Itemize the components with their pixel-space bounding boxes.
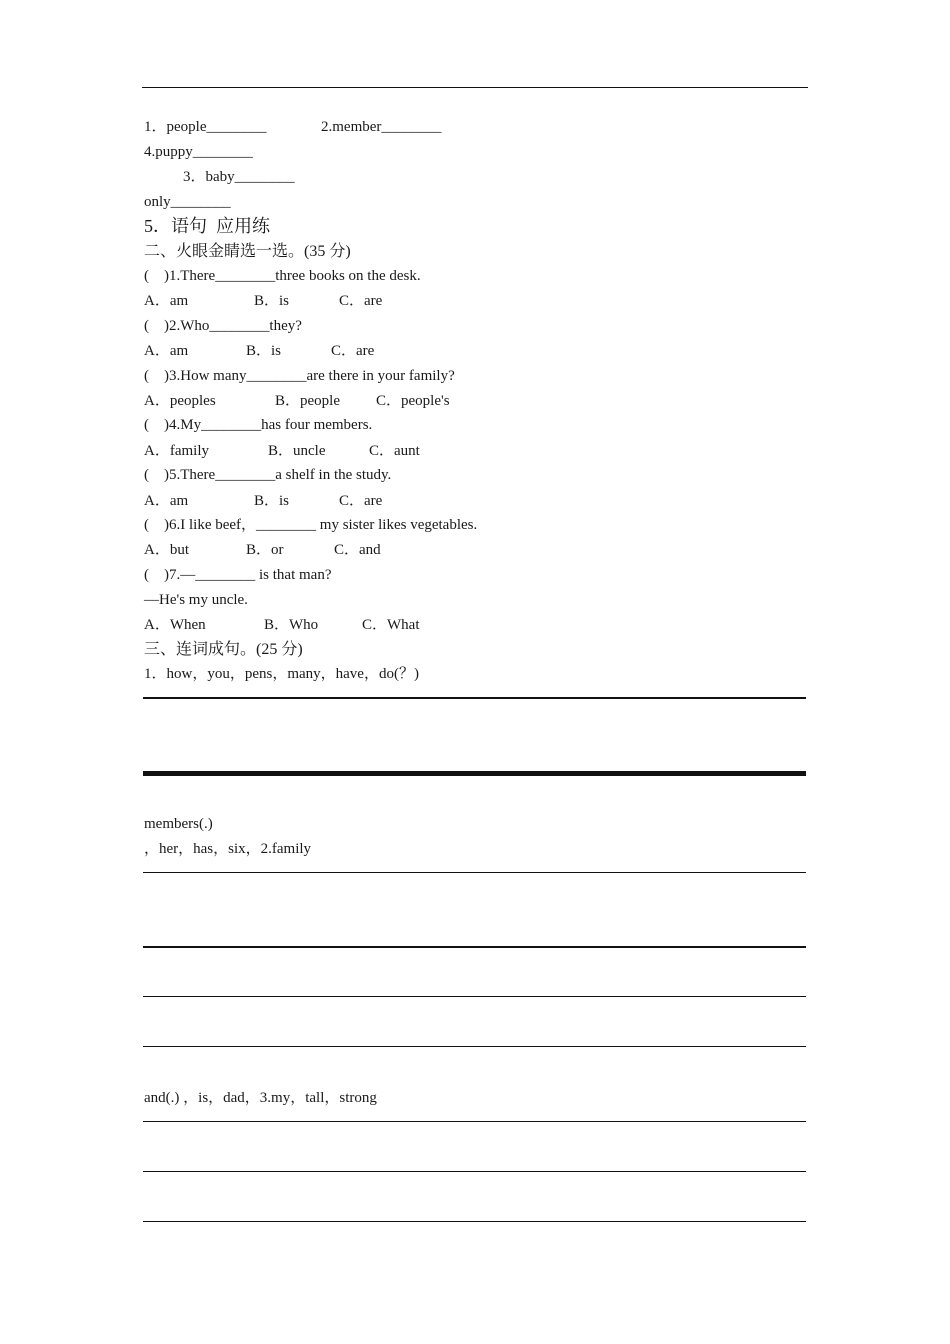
answer-line-3[interactable] <box>143 872 806 873</box>
q3-option-b: B．people <box>275 393 340 409</box>
sentence-3-prompt: and(.) ，is，dad，3.my，tall，strong <box>144 1090 377 1106</box>
sentence-1-prompt: 1．how，you，pens，many，have，do(？) <box>144 666 419 682</box>
q7-option-b: B．Who <box>264 617 319 633</box>
q3-option-c: C．people's <box>376 393 450 409</box>
q4-option-b: B．uncle <box>268 443 326 459</box>
answer-line-9[interactable] <box>143 1221 806 1222</box>
question-3: ( )3.How many________are there in your family? <box>144 368 455 384</box>
vocab-item-5: 5．语句 应用练 <box>144 216 270 236</box>
q5-option-b: B．is <box>254 493 290 509</box>
question-5: ( )5.There________a shelf in the study. <box>144 467 392 483</box>
q2-option-a: A．am <box>144 343 189 359</box>
q1-option-c: C．are <box>339 293 383 309</box>
vocab-item-3: 3．baby________ <box>183 169 295 185</box>
vocab-item-4: 4.puppy________ <box>144 144 253 160</box>
vocab-item-only: only________ <box>144 194 231 210</box>
q7-option-c: C．What <box>362 617 420 633</box>
header-rule <box>142 87 808 88</box>
q3-option-a: A．peoples <box>144 393 216 409</box>
q6-option-a: A．but <box>144 542 190 558</box>
answer-line-1[interactable] <box>143 697 806 699</box>
q1-option-b: B．is <box>254 293 290 309</box>
q7-option-a: A．When <box>144 617 206 633</box>
answer-line-2[interactable] <box>143 771 806 776</box>
answer-line-7[interactable] <box>143 1121 806 1122</box>
q2-option-b: B．is <box>246 343 282 359</box>
question-1: ( )1.There________three books on the desk. <box>144 268 421 284</box>
section2-title: 二、火眼金睛选一选。(35 分) <box>144 243 351 260</box>
answer-line-6[interactable] <box>143 1046 806 1047</box>
q6-option-c: C．and <box>334 542 381 558</box>
vocab-item-2: 2.member________ <box>321 119 442 135</box>
q5-option-a: A．am <box>144 493 189 509</box>
question-4: ( )4.My________has four members. <box>144 417 373 433</box>
q2-option-c: C．are <box>331 343 375 359</box>
q4-option-a: A．family <box>144 443 209 459</box>
q4-option-c: C．aunt <box>369 443 420 459</box>
question-6: ( )6.I like beef，________ my sister likes vegetables. <box>144 517 478 533</box>
q6-option-b: B．or <box>246 542 284 558</box>
q1-option-a: A．am <box>144 293 189 309</box>
question-7: ( )7.—________ is that man? <box>144 567 332 583</box>
section3-title: 三、连词成句。(25 分) <box>144 641 303 658</box>
sentence-2-prompt-b: ，her，has，six，2.family <box>144 841 312 857</box>
vocab-item-1: 1．people________ <box>144 119 267 135</box>
question-2: ( )2.Who________they? <box>144 318 302 334</box>
answer-line-4[interactable] <box>143 946 806 948</box>
q5-option-c: C．are <box>339 493 383 509</box>
sentence-2-prompt-a: members(.) <box>144 816 213 832</box>
answer-line-5[interactable] <box>143 996 806 997</box>
q7-reply: —He's my uncle. <box>144 592 248 608</box>
answer-line-8[interactable] <box>143 1171 806 1172</box>
